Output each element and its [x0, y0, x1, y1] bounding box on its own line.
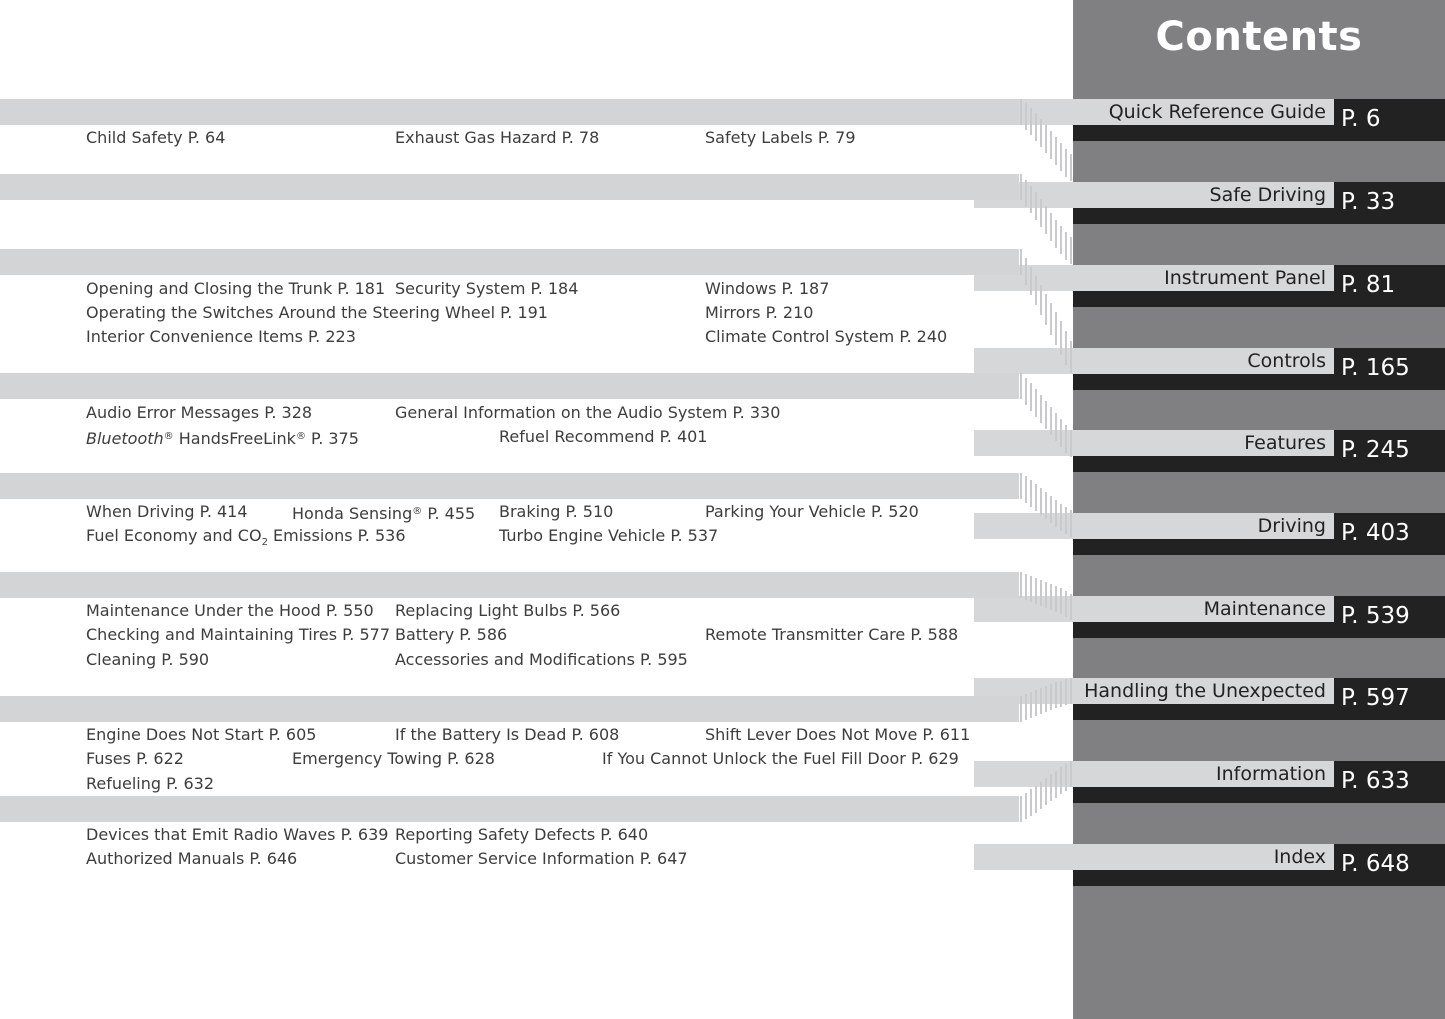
link-when-driving[interactable]: When Driving P. 414 — [86, 502, 248, 521]
link-trunk[interactable]: Opening and Closing the Trunk P. 181 — [86, 279, 386, 298]
link-fuel-fill-door[interactable]: If You Cannot Unlock the Fuel Fill Door P. 629 — [602, 749, 959, 768]
link-parking[interactable]: Parking Your Vehicle P. 520 — [705, 502, 919, 521]
link-audio-general-info[interactable]: General Information on the Audio System P. 330 — [395, 403, 781, 422]
tab-page: P. 633 — [1341, 768, 1410, 794]
tab-label: Features — [974, 430, 1334, 456]
handsfreelink-word: HandsFreeLink — [173, 429, 296, 448]
registered-mark: ® — [412, 506, 423, 517]
section-band-maintenance — [0, 696, 1019, 722]
link-accessories[interactable]: Accessories and Modifications P. 595 — [395, 650, 688, 669]
registered-mark: ® — [295, 431, 306, 442]
section-band-unexpected — [0, 796, 1019, 822]
section-band-features — [0, 473, 1019, 499]
tab-page: P. 245 — [1341, 437, 1410, 463]
section-band-instrument-panel — [0, 249, 1019, 275]
tab-label: Maintenance — [974, 596, 1334, 622]
link-audio-error-messages[interactable]: Audio Error Messages P. 328 — [86, 403, 313, 422]
tab-driving[interactable] — [1073, 513, 1445, 555]
section-band-safe-driving — [0, 174, 1019, 200]
link-radio-waves[interactable]: Devices that Emit Radio Waves P. 639 — [86, 825, 389, 844]
registered-mark: ® — [163, 431, 174, 442]
link-safety-defects[interactable]: Reporting Safety Defects P. 640 — [395, 825, 649, 844]
handsfreelink-page: P. 375 — [305, 429, 359, 448]
page-title: Contents — [1155, 14, 1363, 60]
tab-instrument-panel[interactable] — [1073, 265, 1445, 307]
link-fuel-economy[interactable] — [86, 526, 406, 553]
tab-page: P. 648 — [1341, 851, 1410, 877]
link-windows[interactable]: Windows P. 187 — [705, 279, 830, 298]
link-shift-lever[interactable]: Shift Lever Does Not Move P. 611 — [705, 725, 971, 744]
tab-label: Controls — [974, 348, 1334, 374]
link-child-safety[interactable]: Child Safety P. 64 — [86, 128, 226, 147]
link-exhaust-gas-hazard[interactable]: Exhaust Gas Hazard P. 78 — [395, 128, 600, 147]
tab-maintenance[interactable] — [1073, 596, 1445, 638]
tab-quick-reference-guide[interactable] — [1073, 99, 1445, 141]
link-honda-sensing[interactable] — [292, 502, 475, 524]
bluetooth-word: Bluetooth — [86, 429, 164, 448]
tab-page: P. 165 — [1341, 355, 1410, 381]
link-security-system[interactable]: Security System P. 184 — [395, 279, 579, 298]
link-cleaning[interactable]: Cleaning P. 590 — [86, 650, 210, 669]
tab-page: P. 597 — [1341, 685, 1410, 711]
link-interior-convenience[interactable]: Interior Convenience Items P. 223 — [86, 327, 356, 346]
section-band-driving — [0, 572, 1019, 598]
link-mirrors[interactable]: Mirrors P. 210 — [705, 303, 814, 322]
tab-label: Driving — [974, 513, 1334, 539]
tab-features[interactable] — [1073, 430, 1445, 472]
tab-page: P. 81 — [1341, 272, 1396, 298]
tab-index[interactable] — [1073, 844, 1445, 886]
link-fuses[interactable]: Fuses P. 622 — [86, 749, 184, 768]
tab-page: P. 403 — [1341, 520, 1410, 546]
honda-sensing-word: Honda Sensing — [292, 504, 413, 523]
tab-controls[interactable] — [1073, 348, 1445, 390]
tab-page: P. 33 — [1341, 189, 1396, 215]
link-under-the-hood[interactable]: Maintenance Under the Hood P. 550 — [86, 601, 374, 620]
link-customer-service[interactable]: Customer Service Information P. 647 — [395, 849, 688, 868]
connector-stripes — [1019, 761, 1073, 822]
section-band-quick-reference — [0, 99, 1019, 125]
tab-information[interactable] — [1073, 761, 1445, 803]
link-bluetooth-handsfreelink[interactable] — [86, 427, 359, 449]
link-battery[interactable]: Battery P. 586 — [395, 625, 508, 644]
link-emergency-towing[interactable]: Emergency Towing P. 628 — [292, 749, 495, 768]
link-steering-switches[interactable]: Operating the Switches Around the Steering Wheel P. 191 — [86, 303, 548, 322]
tab-label: Quick Reference Guide — [974, 99, 1334, 125]
connector-stripes — [1019, 249, 1073, 373]
tab-label: Handling the Unexpected — [974, 678, 1334, 704]
fuel-economy-post: Emissions P. 536 — [267, 526, 406, 545]
honda-sensing-page: P. 455 — [422, 504, 476, 523]
link-turbo-engine[interactable]: Turbo Engine Vehicle P. 537 — [499, 526, 719, 545]
tab-label: Index — [974, 844, 1334, 870]
link-battery-dead[interactable]: If the Battery Is Dead P. 608 — [395, 725, 620, 744]
tab-page: P. 6 — [1341, 106, 1381, 132]
connector-stripes — [1019, 373, 1073, 457]
link-remote-transmitter[interactable]: Remote Transmitter Care P. 588 — [705, 625, 959, 644]
tab-safe-driving[interactable] — [1073, 182, 1445, 224]
fuel-economy-pre: Fuel Economy and CO — [86, 526, 262, 545]
link-climate-control[interactable]: Climate Control System P. 240 — [705, 327, 948, 346]
tab-page: P. 539 — [1341, 603, 1410, 629]
tab-handling-the-unexpected[interactable] — [1073, 678, 1445, 720]
connector-stripes — [1019, 678, 1073, 722]
link-refuel-recommend[interactable]: Refuel Recommend P. 401 — [499, 427, 708, 446]
link-tires[interactable]: Checking and Maintaining Tires P. 577 — [86, 625, 391, 644]
link-authorized-manuals[interactable]: Authorized Manuals P. 646 — [86, 849, 298, 868]
connector-stripes — [1019, 473, 1073, 537]
tab-label: Information — [974, 761, 1334, 787]
link-safety-labels[interactable]: Safety Labels P. 79 — [705, 128, 856, 147]
link-refueling[interactable]: Refueling P. 632 — [86, 774, 214, 793]
section-band-controls — [0, 373, 1019, 399]
link-braking[interactable]: Braking P. 510 — [499, 502, 614, 521]
tab-label: Instrument Panel — [974, 265, 1334, 291]
connector-stripes — [1019, 99, 1073, 181]
link-engine-not-start[interactable]: Engine Does Not Start P. 605 — [86, 725, 317, 744]
connector-stripes — [1019, 572, 1073, 622]
co2-subscript: 2 — [261, 537, 268, 548]
tab-label: Safe Driving — [974, 182, 1334, 208]
link-light-bulbs[interactable]: Replacing Light Bulbs P. 566 — [395, 601, 621, 620]
